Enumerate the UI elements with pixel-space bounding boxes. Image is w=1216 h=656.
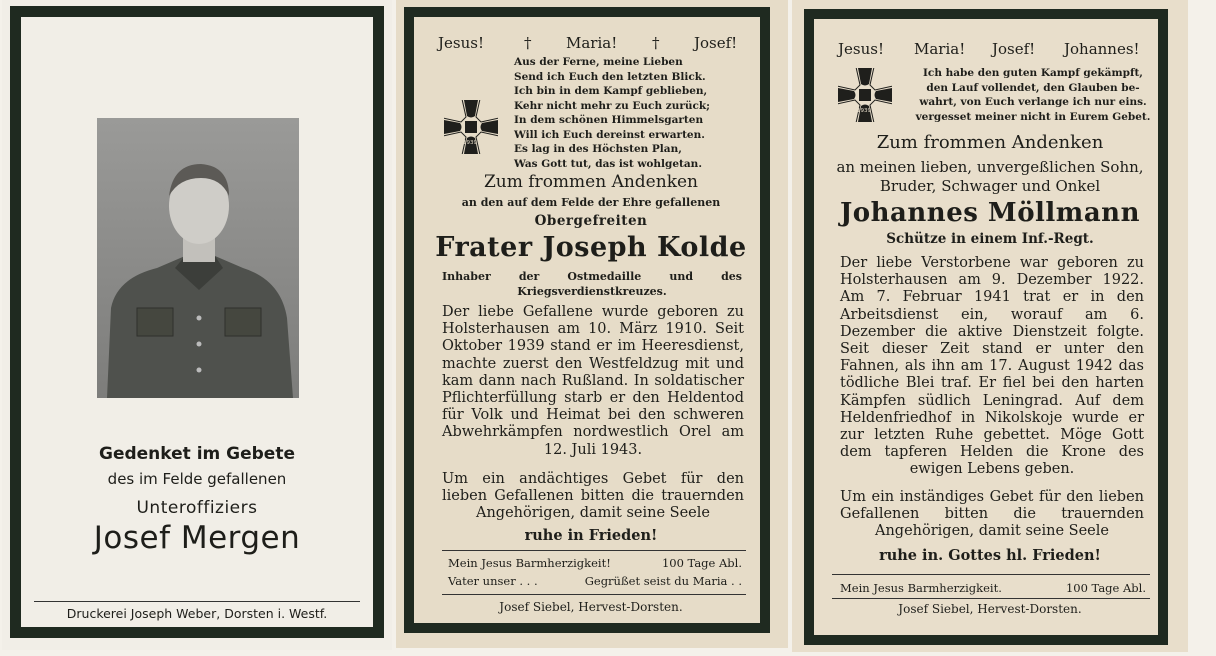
iron-cross-icon <box>838 68 892 126</box>
indulgence-prayer: Gegrüßet seist du Maria . . <box>584 574 742 588</box>
indulgence-line <box>840 581 1146 595</box>
fallen-subheading: des im Felde gefallenen <box>107 470 287 488</box>
memorial-verse <box>910 66 1156 124</box>
poem-line: Send ich Euch den letzten Blick. <box>514 70 706 83</box>
indulgence-line <box>448 556 742 570</box>
indulgence-days: 100 Tage Abl. <box>1065 581 1146 595</box>
poem-line: Es lag in des Höchsten Plan, <box>514 143 682 155</box>
divider <box>832 598 1150 599</box>
indulgence-line <box>448 574 742 588</box>
poem-line: Kehr nicht mehr zu Euch zurück; <box>514 99 711 112</box>
poem-line: Will ich Euch dereinst erwarten. <box>514 128 705 141</box>
memorial-card-kolde <box>396 0 788 648</box>
poem-line: Aus der Ferne, meine Lieben <box>514 56 683 68</box>
biography-text: Der liebe Gefallene wurde geboren zu Holsterhausen am 10. März 1910. Seit Oktober 1939 stand er im Heeresdienst, machte zuerst den Westfeldzug mit und kam dann nach Rußland. In soldatischer Pflichterfüllung starb er den Heldentod für Volk und Heimat bei den schweren Abwehrkämpfen nordwestlich Orel am 12. Juli 1943. <box>442 304 744 458</box>
iron-cross-icon <box>444 100 498 158</box>
rank-label: Schütze in einem Inf.-Regt. <box>886 231 1094 247</box>
deceased-name: Frater Joseph Kolde <box>435 232 747 263</box>
invocation-josef: Josef! <box>992 40 1036 58</box>
andenken-heading: Zum frommen Andenken <box>876 132 1104 153</box>
printer-credit: Josef Siebel, Hervest-Dorsten. <box>499 600 683 614</box>
divider <box>442 594 746 595</box>
verse-line: vergesset meiner nicht in Eurem Gebet. <box>915 110 1151 123</box>
cross-mark: † <box>524 34 532 52</box>
divider <box>34 601 360 602</box>
indulgence-prayer: Mein Jesus Barmherzigkeit! <box>448 556 611 570</box>
cross-mark: † <box>652 34 660 52</box>
invocation-maria: Maria! <box>914 40 966 58</box>
rest-in-peace: ruhe in. Gottes hl. Frieden! <box>879 547 1101 564</box>
verse-line: den Lauf vollendet, den Glauben be- <box>926 81 1140 94</box>
poem-line: Was Gott tut, das ist wohlgetan. <box>514 157 702 170</box>
deceased-name: Josef Mergen <box>93 520 301 556</box>
invocation-jesus: Jesus! <box>438 34 484 52</box>
deceased-name: Johannes Möllmann <box>840 198 1140 228</box>
invocation-jesus: Jesus! <box>838 40 884 58</box>
memorial-card-moellmann <box>792 0 1188 652</box>
invocation-johannes: Johannes! <box>1064 40 1140 58</box>
poem-line: In dem schönen Himmelsgarten <box>514 114 704 126</box>
invocation-josef: Josef! <box>694 34 738 52</box>
rank-label: Unteroffiziers <box>136 498 258 518</box>
relation-line: an meinen lieben, unvergeßlichen Sohn, <box>836 158 1144 176</box>
prayer-request: Um ein andächtiges Gebet für den lieben Gefallenen bitten die trauernden Angehörigen, damit seine Seele <box>442 471 744 522</box>
indulgence-prayer: Vater unser . . . <box>448 574 538 588</box>
biography-text: Der liebe Verstorbene war geboren zu Holsterhausen am 9. Dezember 1922. Am 7. Februar 1941 trat er in den Arbeitsdienst ein, worauf am 6. Dezember die aktive Dienstzeit folgte. Seit dieser Zeit stand er unter den Fahnen, als ihn am 17. August 1942 das tödliche Blei traf. Er fiel bei den harten Kämpfen südlich Leningrad. Auf dem Heldenfriedhof in Nikolskoje wurde er zur letzten Ruhe gebettet. Möge Gott dem tapferen Helden die Krone des ewigen Lebens geben. <box>840 255 1144 478</box>
verse-line: Ich habe den guten Kampf gekämpft, <box>923 67 1143 79</box>
andenken-heading: Zum frommen Andenken <box>483 172 699 192</box>
poem-line: Ich bin in dem Kampf geblieben, <box>514 85 708 97</box>
memorial-poem <box>514 55 746 171</box>
fallen-line: an den auf dem Felde der Ehre gefallenen <box>461 196 721 209</box>
printer-credit: Josef Siebel, Hervest-Dorsten. <box>898 602 1082 616</box>
indulgence-prayer: Mein Jesus Barmherzigkeit. <box>840 581 1002 595</box>
decorations-text: Inhaber der Ostmedaille und des Kriegsverdienstkreuzes. <box>442 270 742 298</box>
printer-credit: Druckerei Joseph Weber, Dorsten i. Westf. <box>66 606 328 621</box>
memorial-card-mergen <box>2 0 392 650</box>
cross-year: 1939 <box>857 108 871 114</box>
prayer-request: Um ein inständiges Gebet für den lieben Gefallenen bitten die trauernden Angehörigen, damit seine Seele <box>840 489 1144 540</box>
rank-label: Obergefreiten <box>534 213 648 229</box>
remembrance-heading: Gedenket im Gebete <box>98 444 295 464</box>
divider <box>442 550 746 551</box>
divider <box>832 574 1150 575</box>
verse-line: wahrt, von Euch verlange ich nur eins. <box>919 96 1147 108</box>
indulgence-days: 100 Tage Abl. <box>661 556 742 570</box>
rest-in-peace: ruhe in Frieden! <box>524 527 658 544</box>
cross-year: 1939 <box>463 140 477 146</box>
relation-line: Bruder, Schwager und Onkel <box>879 177 1101 195</box>
soldier-portrait-photo <box>97 118 299 398</box>
invocation-maria: Maria! <box>566 34 618 52</box>
